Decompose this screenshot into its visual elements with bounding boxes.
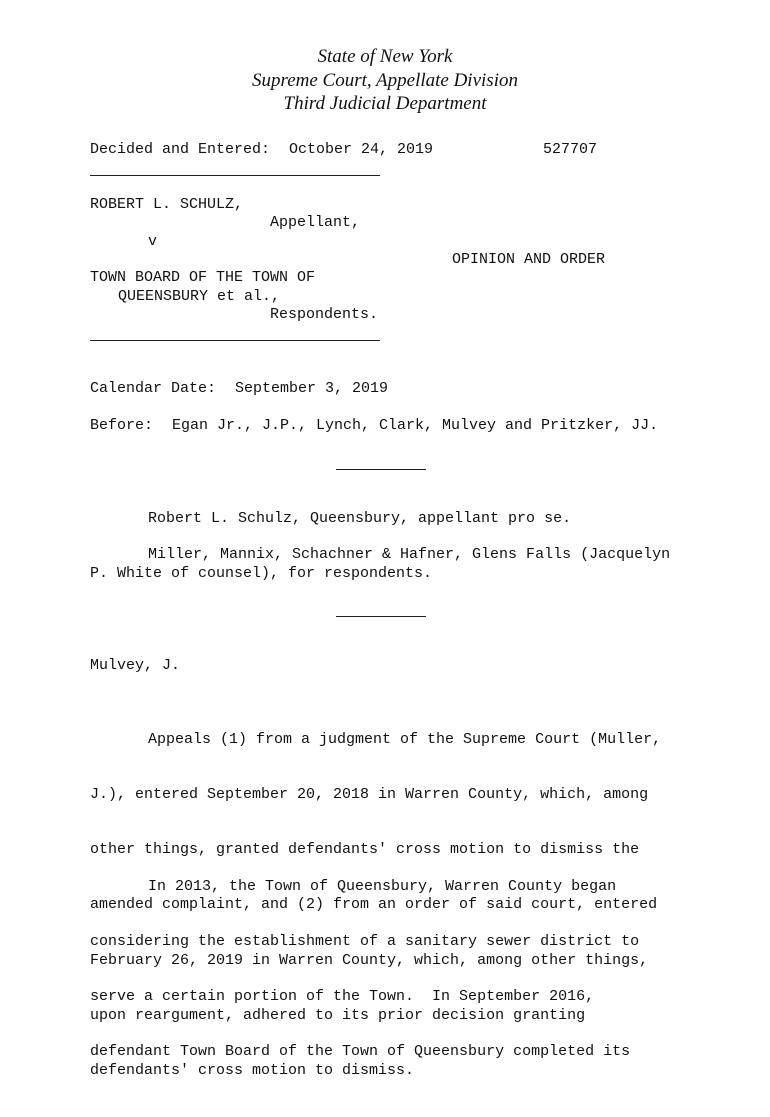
header-court: Supreme Court, Appellate Division — [252, 70, 518, 91]
decided-label: Decided and Entered: — [90, 141, 271, 158]
paragraph-line: defendants' cross motion to dismiss. — [90, 1062, 415, 1080]
paragraph-line: Appeals (1) from a judgment of the Supreme Court (Muller, — [148, 730, 662, 748]
respondent-name-line2: QUEENSBURY et al., — [118, 288, 281, 305]
paragraph-line: amended complaint, and (2) from an order of said court, entered — [90, 896, 658, 914]
docket-number: 527707 — [543, 141, 598, 158]
appellant-counsel: Robert L. Schulz, Queensbury, appellant pro se. — [148, 510, 572, 527]
caption-rule-top — [90, 175, 380, 176]
appellant-name: ROBERT L. SCHULZ, — [90, 196, 244, 213]
section-divider-2 — [336, 616, 426, 617]
respondents-counsel-line1: Miller, Mannix, Schachner & Hafner, Glens Falls (Jacquelyn — [148, 546, 671, 563]
paragraph-line: serve a certain portion of the Town. In September 2016, — [90, 988, 595, 1006]
before-label: Before: — [90, 417, 154, 434]
paragraph-line: defendant Town Board of the Town of Queensbury completed its — [90, 1043, 631, 1061]
respondent-role: Respondents. — [270, 306, 379, 323]
section-divider-1 — [336, 469, 426, 470]
respondents-counsel-line2: P. White of counsel), for respondents. — [90, 565, 433, 582]
paragraph-line: February 26, 2019 in Warren County, which, among other things, — [90, 951, 649, 969]
calendar-date: September 3, 2019 — [235, 380, 389, 397]
before-judges: Egan Jr., J.P., Lynch, Clark, Mulvey and Pritzker, JJ. — [172, 417, 659, 434]
paragraph-line: In 2013, the Town of Queensbury, Warren County began — [148, 877, 617, 895]
opinion-author: Mulvey, J. — [90, 657, 181, 674]
paragraph-line: upon reargument, adhered to its prior decision granting — [90, 1006, 586, 1024]
caption-rule-bottom — [90, 340, 380, 341]
paragraph-line: considering the establishment of a sanitary sewer district to — [90, 933, 640, 951]
header-department: Third Judicial Department — [283, 93, 487, 114]
paragraph-line: J.), entered September 20, 2018 in Warren County, which, among — [90, 786, 649, 804]
header-state: State of New York — [317, 46, 453, 67]
opinion-paragraph-2 — [90, 841, 690, 1099]
decided-date: October 24, 2019 — [289, 141, 434, 158]
paragraph-line: other things, granted defendants' cross motion to dismiss the — [90, 841, 640, 859]
calendar-label: Calendar Date: — [90, 380, 217, 397]
document-type: OPINION AND ORDER — [452, 251, 606, 268]
respondent-name-line1: TOWN BOARD OF THE TOWN OF — [90, 269, 316, 286]
versus: v — [148, 233, 158, 250]
appellant-role: Appellant, — [270, 214, 361, 231]
